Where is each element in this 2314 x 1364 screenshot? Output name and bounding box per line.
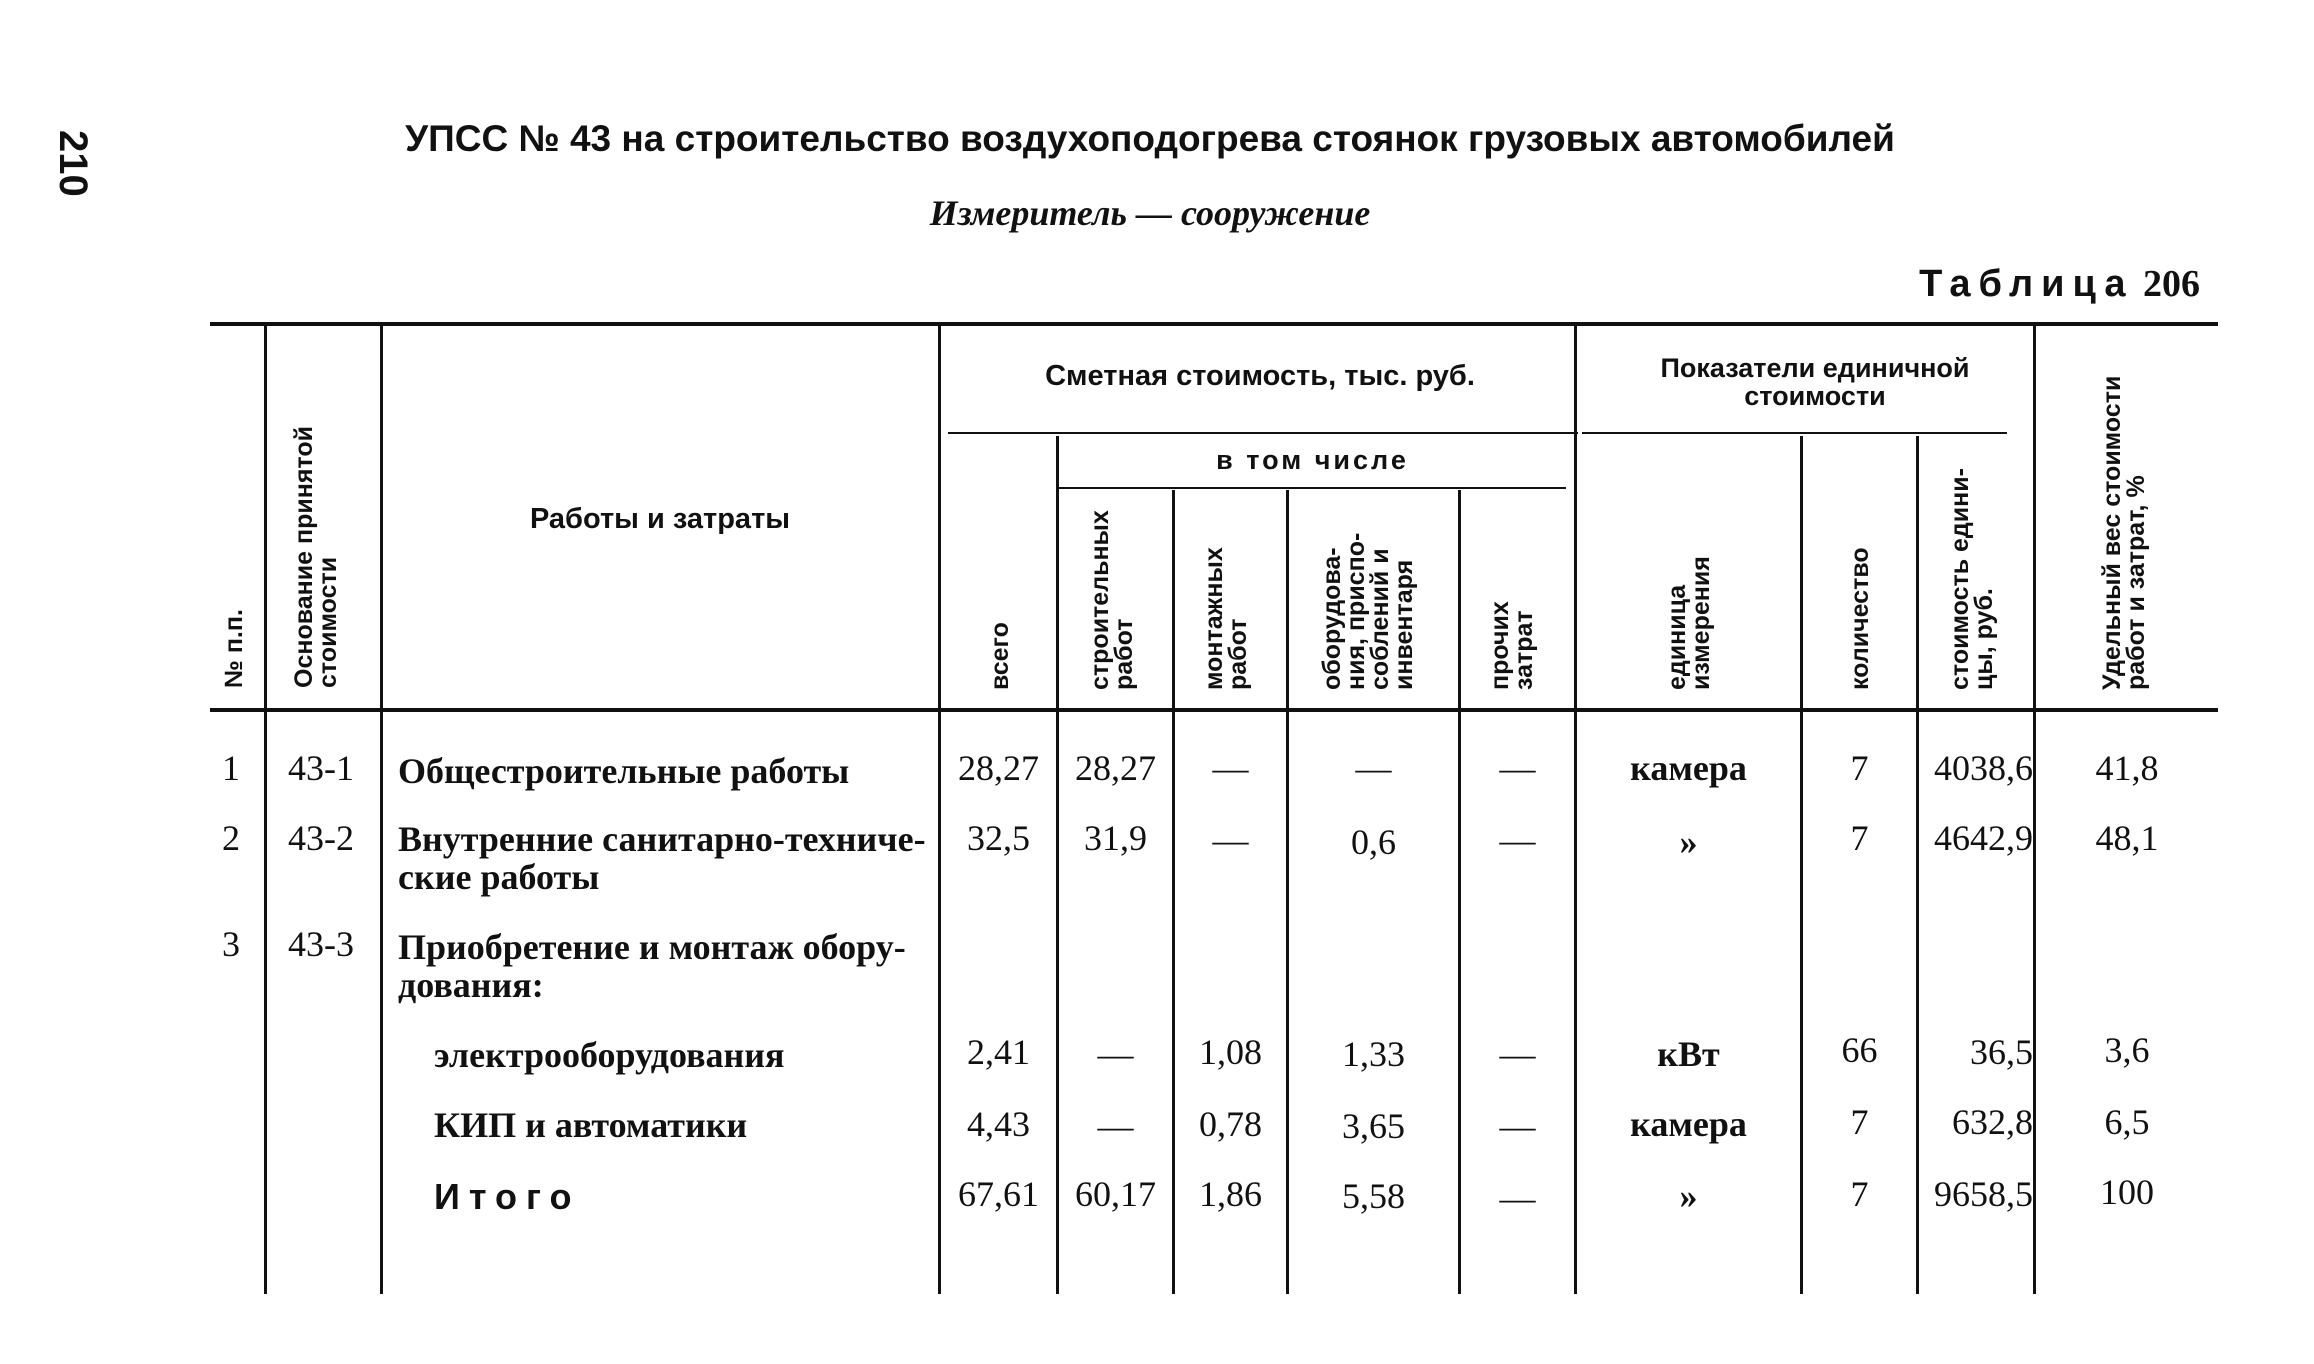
header-qty: количество <box>1846 547 1874 690</box>
header-unit-cost: стоимость едини- цы, руб. <box>1946 468 1998 690</box>
header-unit-group: Показатели единичной стоимости <box>1660 353 1970 411</box>
table-label-number: 206 <box>2143 263 2200 305</box>
header-including: в том числе <box>1216 445 1409 475</box>
header-works: Работы и затраты <box>529 503 791 535</box>
header-assembly: монтажных работ <box>1200 547 1252 690</box>
header-basis: Основание принятой стоимости <box>290 426 342 688</box>
document-subtitle: Измеритель — сооружение <box>929 193 1371 233</box>
document-title: УПСС № 43 на строительство воздухоподогрева стоянок грузовых автомобилей <box>405 118 1895 159</box>
page-number: 210 <box>51 130 95 197</box>
header-total: всего <box>986 622 1014 690</box>
table-label <box>1600 262 2200 306</box>
header-construction: строительных работ <box>1086 510 1138 690</box>
header-unit: единица измерения <box>1663 556 1715 690</box>
header-share: Удельный вес стоимости работ и затрат, % <box>2098 375 2150 690</box>
header-cost-group: Сметная стоимость, тыс. руб. <box>1045 360 1475 392</box>
table-label-word: Таблица <box>1919 263 2134 305</box>
header-equipment: оборудова- ния, приспо- соблений и инвентаря <box>1318 532 1418 690</box>
header-other: прочих затрат <box>1486 601 1538 690</box>
header-no: № п.п. <box>220 609 248 688</box>
